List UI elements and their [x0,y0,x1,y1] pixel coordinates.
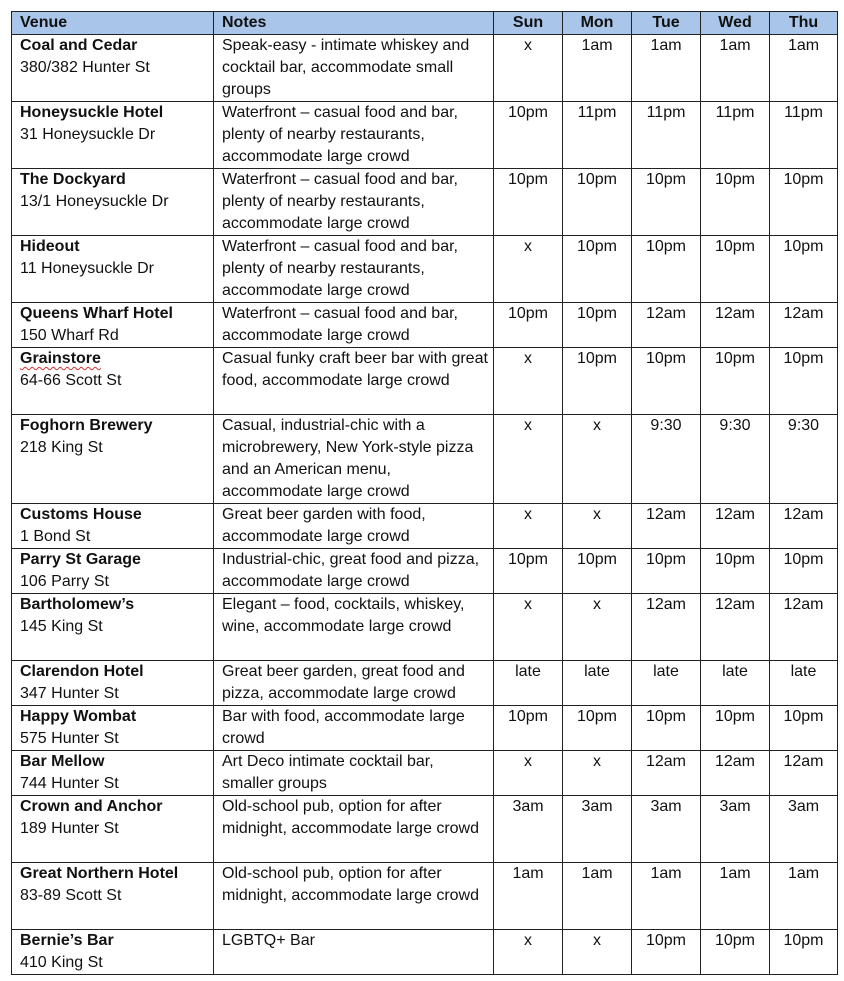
venue-address: 189 Hunter St [20,820,119,837]
tue-cell: 3am [632,796,701,863]
venue-name: Customs House [20,506,142,523]
thu-cell: 10pm [770,169,838,236]
notes-cell: Waterfront – casual food and bar, plenty of nearby restaurants, accommodate large crowd [214,169,494,236]
tue-cell: 11pm [632,102,701,169]
venue-cell [12,169,214,236]
mon-cell: 10pm [563,706,632,751]
tue-cell: 9:30 [632,415,701,504]
venue-address: 83-89 Scott St [20,887,122,904]
tue-cell: 12am [632,504,701,549]
venue-address: 575 Hunter St [20,730,119,747]
thu-cell: late [770,661,838,706]
wed-cell: 10pm [701,169,770,236]
venue-cell [12,930,214,975]
venue-name: Foghorn Brewery [20,417,153,434]
table-row [12,504,838,549]
venue-address: 31 Honeysuckle Dr [20,126,156,143]
sun-cell: x [494,930,563,975]
venue-address: 744 Hunter St [20,775,119,792]
venue-cell [12,504,214,549]
notes-cell: Waterfront – casual food and bar, accommodate large crowd [214,303,494,348]
mon-cell: late [563,661,632,706]
venue-name [20,348,213,370]
table-row [12,102,838,169]
sun-cell: 10pm [494,706,563,751]
sun-cell: x [494,236,563,303]
sun-cell: 10pm [494,303,563,348]
tue-cell: 10pm [632,348,701,415]
notes-cell: Waterfront – casual food and bar, plenty of nearby restaurants, accommodate large crowd [214,236,494,303]
table-row [12,751,838,796]
venue-address: 380/382 Hunter St [20,59,150,76]
venue-name: Great Northern Hotel [20,865,179,882]
wed-cell: 10pm [701,348,770,415]
notes-cell: Bar with food, accommodate large crowd [214,706,494,751]
wed-cell: 1am [701,863,770,930]
tue-cell: 10pm [632,169,701,236]
sun-cell: x [494,751,563,796]
wed-cell: late [701,661,770,706]
venue-cell [12,348,214,415]
venue-name: Crown and Anchor [20,798,163,815]
tue-cell: 12am [632,594,701,661]
tue-cell: 10pm [632,549,701,594]
thu-cell: 12am [770,504,838,549]
mon-cell: x [563,415,632,504]
thu-cell: 10pm [770,236,838,303]
venue-address: 11 Honeysuckle Dr [20,260,154,277]
venue-cell [12,796,214,863]
notes-cell: Old-school pub, option for after midnight, accommodate large crowd [214,863,494,930]
venue-cell [12,102,214,169]
table-row [12,549,838,594]
notes-cell: Elegant – food, cocktails, whiskey, wine, accommodate large crowd [214,594,494,661]
header-sun: Sun [494,12,563,35]
sun-cell: 3am [494,796,563,863]
venue-name: Queens Wharf Hotel [20,305,173,322]
table-row [12,796,838,863]
thu-cell: 10pm [770,549,838,594]
table-row [12,661,838,706]
table-row [12,594,838,661]
tue-cell: late [632,661,701,706]
thu-cell: 10pm [770,930,838,975]
mon-cell: 10pm [563,348,632,415]
venue-name: The Dockyard [20,171,126,188]
thu-cell: 10pm [770,348,838,415]
table-row [12,863,838,930]
sun-cell: late [494,661,563,706]
header-mon: Mon [563,12,632,35]
venue-cell [12,751,214,796]
mon-cell: x [563,594,632,661]
mon-cell: 3am [563,796,632,863]
tue-cell: 10pm [632,706,701,751]
mon-cell: 10pm [563,303,632,348]
header-tue: Tue [632,12,701,35]
mon-cell: x [563,751,632,796]
sun-cell: x [494,504,563,549]
venue-cell [12,863,214,930]
venue-cell [12,415,214,504]
venue-address: 106 Parry St [20,573,109,590]
mon-cell: 1am [563,863,632,930]
venue-cell [12,303,214,348]
venue-hours-table [11,11,838,975]
venue-address: 218 King St [20,439,103,456]
venue-name: Hideout [20,238,80,255]
thu-cell: 10pm [770,706,838,751]
notes-cell: Industrial-chic, great food and pizza, accommodate large crowd [214,549,494,594]
venue-cell [12,35,214,102]
thu-cell: 3am [770,796,838,863]
thu-cell: 11pm [770,102,838,169]
venue-cell [12,594,214,661]
sun-cell: x [494,415,563,504]
venue-cell [12,661,214,706]
table-row [12,415,838,504]
wed-cell: 10pm [701,236,770,303]
notes-cell: Waterfront – casual food and bar, plenty of nearby restaurants, accommodate large crowd [214,102,494,169]
mon-cell: 11pm [563,102,632,169]
venue-name: Parry St Garage [20,551,141,568]
notes-cell: Casual, industrial-chic with a microbrewery, New York-style pizza and an American menu, accommodate large crowd [214,415,494,504]
wed-cell: 10pm [701,549,770,594]
venue-name: Bartholomew’s [20,596,135,613]
wed-cell: 12am [701,504,770,549]
mon-cell: 10pm [563,236,632,303]
thu-cell: 12am [770,594,838,661]
thu-cell: 1am [770,35,838,102]
table-row [12,169,838,236]
notes-cell: Speak-easy - intimate whiskey and cocktail bar, accommodate small groups [214,35,494,102]
venue-address: 410 King St [20,954,103,971]
wed-cell: 12am [701,594,770,661]
sun-cell: x [494,348,563,415]
thu-cell: 9:30 [770,415,838,504]
venue-address: 64-66 Scott St [20,372,122,389]
tue-cell: 1am [632,863,701,930]
wed-cell: 3am [701,796,770,863]
venue-name: Bar Mellow [20,753,105,770]
venue-address: 13/1 Honeysuckle Dr [20,193,169,210]
header-notes: Notes [214,12,494,35]
tue-cell: 12am [632,751,701,796]
notes-cell: Art Deco intimate cocktail bar, smaller groups [214,751,494,796]
table-row [12,348,838,415]
venue-name: Honeysuckle Hotel [20,104,164,121]
notes-cell: LGBTQ+ Bar [214,930,494,975]
venue-name: Happy Wombat [20,708,137,725]
wed-cell: 1am [701,35,770,102]
venue-cell [12,549,214,594]
wed-cell: 12am [701,751,770,796]
spellcheck-underline: Grainstore [20,350,101,367]
wed-cell: 11pm [701,102,770,169]
notes-cell: Great beer garden, great food and pizza, accommodate large crowd [214,661,494,706]
thu-cell: 1am [770,863,838,930]
venue-address: 1 Bond St [20,528,91,545]
table-row [12,35,838,102]
thu-cell: 12am [770,751,838,796]
notes-cell: Old-school pub, option for after midnight, accommodate large crowd [214,796,494,863]
wed-cell: 9:30 [701,415,770,504]
venue-cell [12,236,214,303]
notes-cell: Great beer garden with food, accommodate large crowd [214,504,494,549]
venue-name: Coal and Cedar [20,37,138,54]
venue-name: Bernie’s Bar [20,932,114,949]
header-row [12,12,838,35]
sun-cell: 10pm [494,169,563,236]
tue-cell: 10pm [632,930,701,975]
sun-cell: x [494,35,563,102]
venue-address: 347 Hunter St [20,685,119,702]
sun-cell: 1am [494,863,563,930]
venue-name: Clarendon Hotel [20,663,144,680]
mon-cell: 10pm [563,549,632,594]
wed-cell: 12am [701,303,770,348]
sun-cell: x [494,594,563,661]
tue-cell: 12am [632,303,701,348]
header-wed: Wed [701,12,770,35]
header-venue: Venue [12,12,214,35]
wed-cell: 10pm [701,706,770,751]
venue-cell [12,706,214,751]
table-row [12,930,838,975]
sun-cell: 10pm [494,102,563,169]
tue-cell: 1am [632,35,701,102]
wed-cell: 10pm [701,930,770,975]
thu-cell: 12am [770,303,838,348]
header-thu: Thu [770,12,838,35]
venue-address: 145 King St [20,618,103,635]
tue-cell: 10pm [632,236,701,303]
table-row [12,706,838,751]
mon-cell: 10pm [563,169,632,236]
mon-cell: 1am [563,35,632,102]
mon-cell: x [563,504,632,549]
venue-address: 150 Wharf Rd [20,327,119,344]
sun-cell: 10pm [494,549,563,594]
table-row [12,236,838,303]
notes-cell: Casual funky craft beer bar with great food, accommodate large crowd [214,348,494,415]
mon-cell: x [563,930,632,975]
table-row [12,303,838,348]
